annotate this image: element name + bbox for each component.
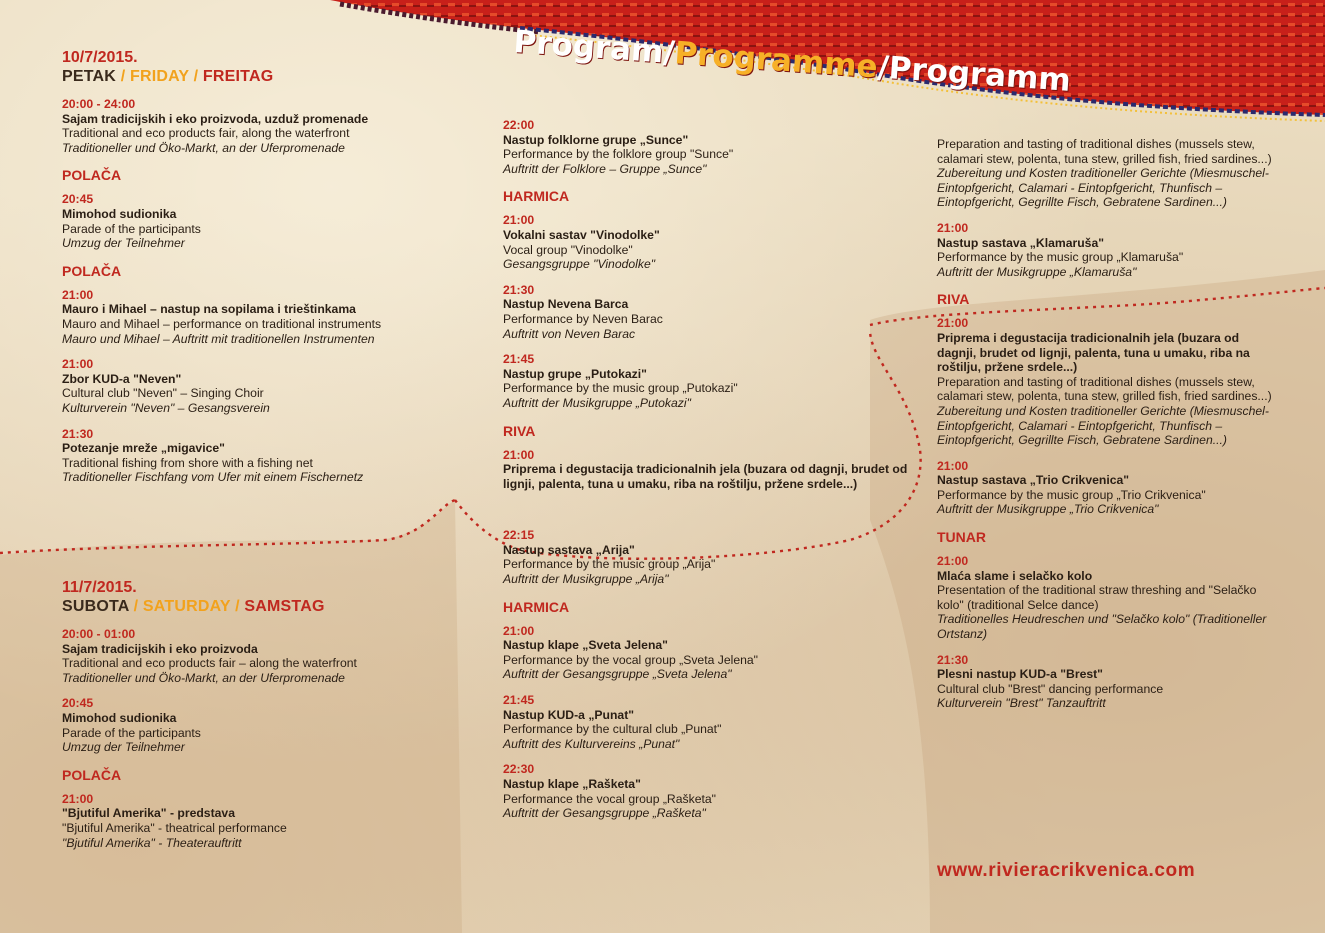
event-title-en: Performance by the folklore group "Sunce" bbox=[503, 147, 734, 162]
event-title-de: Auftritt der Musikgruppe „Trio Crikvenica" bbox=[937, 502, 1159, 517]
banner-title-de: /Programm bbox=[876, 49, 1072, 99]
event-title-hr: Zbor KUD-a "Neven" bbox=[62, 371, 182, 386]
event-time: 20:00 - 01:00 bbox=[62, 627, 136, 641]
event-item bbox=[937, 137, 1272, 210]
event-item bbox=[503, 528, 923, 586]
event-item bbox=[62, 696, 462, 754]
event-title-hr: Plesni nastup KUD-a "Brest" bbox=[937, 667, 1103, 682]
event-title-en: Performance by Neven Barac bbox=[503, 311, 663, 326]
event-item bbox=[937, 459, 1272, 517]
event-title-en: Performance by the music group „Putokazi" bbox=[503, 381, 738, 396]
event-title-hr: Sajam tradicijskih i eko proizvoda bbox=[62, 641, 258, 656]
day1-events bbox=[62, 97, 462, 485]
event-title-hr: Nastup grupe „Putokazi" bbox=[503, 366, 647, 381]
location-heading: RIVA bbox=[503, 422, 536, 439]
event-time: 21:45 bbox=[503, 352, 535, 367]
event-item bbox=[503, 352, 923, 410]
event-title-en: Performance by the music group „Arija" bbox=[503, 557, 716, 572]
event-title-de: Gesangsgruppe "Vinodolke" bbox=[503, 257, 656, 272]
event-title-hr: Nastup folklorne grupe „Sunce" bbox=[503, 132, 689, 147]
event-time: 20:45 bbox=[62, 192, 94, 207]
event-item bbox=[503, 213, 923, 271]
event-title-de: Zubereitung und Kosten traditioneller Gerichte (Miesmuschel-Eintopfgericht, Calamari - Eintopfgericht, Thunfisch – Eintopfgericht, Gegrillte Fisch, Gebratene Sardinen...) bbox=[937, 403, 1269, 448]
event-title-de: Kulturverein "Neven" – Gesangsverein bbox=[62, 400, 270, 415]
event-title-de: Mauro und Mihael – Auftritt mit traditionellen Instrumenten bbox=[62, 331, 375, 346]
event-title-en: Parade of the participants bbox=[62, 221, 201, 236]
event-time: 21:00 bbox=[503, 213, 535, 228]
event-time: 22:00 bbox=[503, 118, 535, 132]
event-time: 21:30 bbox=[62, 426, 94, 441]
event-title-hr: Mimohod sudionika bbox=[62, 206, 177, 221]
event-title-de: Traditioneller und Öko-Markt, an der Uferpromenade bbox=[62, 670, 345, 685]
event-title-de: Traditionelles Heudreschen und "Selačko kolo" (Traditioneller Ortstanz) bbox=[937, 612, 1267, 642]
column-middle bbox=[503, 118, 923, 832]
event-title-hr: Nastup klape „Rašketa" bbox=[503, 777, 641, 791]
event-title-hr: Sajam tradicijskih i eko proizvoda, uzduž promenade bbox=[62, 111, 369, 126]
event-time: 21:45 bbox=[503, 693, 535, 708]
column-right bbox=[937, 137, 1272, 722]
event-item bbox=[62, 357, 462, 415]
event-title-hr: "Bjutiful Amerika" - predstava bbox=[62, 806, 235, 821]
location-heading: POLAČA bbox=[62, 262, 122, 279]
event-title-de: Auftritt der Musikgruppe „Putokazi" bbox=[503, 395, 691, 410]
event-title-en: Cultural club "Neven" – Singing Choir bbox=[62, 386, 264, 401]
event-item bbox=[503, 693, 923, 751]
event-title-en: Parade of the participants bbox=[62, 725, 201, 740]
event-time: 21:00 bbox=[937, 316, 969, 331]
banner-title-hr: Program/ bbox=[512, 24, 676, 72]
event-title-en: Performance by the music group „Trio Crikvenica" bbox=[937, 487, 1206, 502]
day2-name-de: SAMSTAG bbox=[244, 598, 325, 615]
banner-title-en: Programme bbox=[673, 35, 879, 86]
event-title-hr: Potezanje mreže „migavice" bbox=[62, 441, 225, 456]
event-item bbox=[62, 97, 462, 155]
event-item bbox=[937, 316, 1272, 447]
event-time: 22:15 bbox=[503, 528, 535, 543]
event-title-de: Auftritt des Kulturvereins „Punat" bbox=[503, 736, 680, 751]
spacer bbox=[503, 502, 923, 528]
event-item bbox=[62, 792, 462, 850]
event-title-de: Zubereitung und Kosten traditioneller Gerichte (Miesmuschel-Eintopfgericht, Calamari - Eintopfgericht, Thunfisch – Eintopfgericht, Gegrillte Fisch, Gebratene Sardinen...) bbox=[937, 166, 1269, 210]
event-item bbox=[62, 627, 462, 685]
event-item bbox=[937, 221, 1272, 279]
middle-events bbox=[503, 118, 923, 821]
event-item bbox=[503, 448, 923, 492]
event-time: 21:00 bbox=[62, 357, 94, 372]
location-heading: RIVA bbox=[937, 291, 970, 308]
event-item bbox=[503, 762, 923, 820]
event-title-de: Umzug der Teilnehmer bbox=[62, 236, 185, 251]
event-title-de: Auftritt der Musikgruppe „Arija" bbox=[503, 572, 669, 587]
event-time: 21:00 bbox=[937, 458, 969, 473]
event-title-hr: Priprema i degustacija tradicionalnih jela (buzara od dagnji, brudet od lignji, palenta, tuna u umaku, riba na roštilju, pržene srdele...) bbox=[503, 462, 908, 491]
event-title-en: Traditional and eco products fair, along the waterfront bbox=[62, 126, 350, 141]
event-time: 21:00 bbox=[503, 623, 535, 638]
event-title-de: Traditioneller und Öko-Markt, an der Uferpromenade bbox=[62, 140, 345, 155]
event-item bbox=[937, 653, 1272, 711]
event-title-en: Performance by the vocal group „Sveta Jelena" bbox=[503, 652, 758, 667]
event-item bbox=[503, 283, 923, 341]
event-title-de: Auftritt der Gesangsgruppe „Rašketa" bbox=[503, 806, 706, 821]
event-time: 21:00 bbox=[937, 220, 969, 235]
event-title-en: Presentation of the traditional straw threshing and "Selačko kolo" (traditional Selce dance) bbox=[937, 583, 1257, 612]
event-item bbox=[503, 118, 923, 176]
event-title-hr: Nastup sastava „Trio Crikvenica" bbox=[937, 473, 1130, 488]
event-title-hr: Nastup sastava „Arija" bbox=[503, 542, 635, 557]
day1-date: 10/7/2015. bbox=[62, 49, 138, 66]
event-title-en: Cultural club "Brest" dancing performance bbox=[937, 681, 1164, 696]
event-time: 21:30 bbox=[503, 282, 535, 297]
event-title-en: Traditional fishing from shore with a fishing net bbox=[62, 455, 313, 470]
event-item bbox=[62, 427, 462, 485]
event-title-en: Performance the vocal group „Rašketa" bbox=[503, 791, 716, 806]
event-time: 21:00 bbox=[62, 287, 94, 302]
location-heading: POLAČA bbox=[62, 167, 122, 184]
event-title-de: Auftritt von Neven Barac bbox=[503, 326, 636, 341]
event-title-en: Vocal group "Vinodolke" bbox=[503, 242, 633, 257]
event-time: 21:30 bbox=[937, 652, 969, 667]
event-title-de: "Bjutiful Amerika" - Theaterauftritt bbox=[62, 835, 242, 850]
event-title-hr: Vokalni sastav "Vinodolke" bbox=[503, 227, 660, 242]
event-item bbox=[937, 554, 1272, 642]
event-title-en: Preparation and tasting of traditional dishes (mussels stew, calamari stew, polenta, tuna stew, grilled fish, fried sardines...) bbox=[937, 374, 1272, 404]
day1-name-hr: PETAK bbox=[62, 68, 117, 85]
event-title-hr: Nastup Nevena Barca bbox=[503, 297, 629, 312]
event-title-de: Umzug der Teilnehmer bbox=[62, 740, 185, 755]
event-title-hr: Nastup sastava „Klamaruša" bbox=[937, 235, 1105, 250]
event-title-de: Traditioneller Fischfang vom Ufer mit einem Fischernetz bbox=[62, 470, 364, 485]
day2-name-en: SATURDAY bbox=[142, 598, 231, 615]
event-time: 21:00 bbox=[937, 554, 969, 569]
location-heading: TUNAR bbox=[937, 529, 986, 546]
right-events bbox=[937, 137, 1272, 711]
day1-heading: PETAK / FRIDAY / FREITAG bbox=[62, 68, 274, 85]
event-time: 20:45 bbox=[62, 696, 94, 711]
event-title-de: Auftritt der Gesangsgruppe „Sveta Jelena" bbox=[503, 667, 732, 682]
event-time: 20:00 - 24:00 bbox=[62, 97, 136, 111]
event-title-hr: Priprema i degustacija tradicionalnih jela (buzara od dagnji, brudet od lignji, palenta, tuna u umaku, riba na roštilju, pržene srdele...) bbox=[937, 330, 1250, 375]
event-title-en: Performance by the cultural club „Punat" bbox=[503, 722, 722, 737]
event-title-hr: Mimohod sudionika bbox=[62, 710, 177, 725]
column-day2 bbox=[62, 578, 462, 861]
event-title-de: Auftritt der Folklore – Gruppe „Sunce" bbox=[503, 161, 707, 176]
event-item bbox=[62, 288, 462, 346]
location-heading: HARMICA bbox=[503, 598, 570, 615]
location-heading: HARMICA bbox=[503, 188, 570, 205]
event-title-en: Preparation and tasting of traditional dishes (mussels stew, calamari stew, polenta, tuna stew, grilled fish, fried sardines...) bbox=[937, 137, 1272, 166]
event-time: 22:30 bbox=[503, 762, 535, 777]
event-title-de: Kulturverein "Brest" Tanzauftritt bbox=[937, 696, 1106, 711]
day2-date: 11/7/2015. bbox=[62, 579, 137, 596]
day1-name-de: FREITAG bbox=[202, 68, 274, 85]
website-link[interactable]: www.rivieracrikvenica.com bbox=[937, 860, 1196, 881]
event-item bbox=[503, 624, 923, 682]
location-heading: POLAČA bbox=[62, 766, 122, 783]
event-title-en: Performance by the music group „Klamaruša" bbox=[937, 250, 1184, 265]
event-time: 21:00 bbox=[62, 791, 94, 806]
event-title-hr: Nastup KUD-a „Punat" bbox=[503, 707, 635, 722]
event-title-en: "Bjutiful Amerika" - theatrical performance bbox=[62, 820, 287, 835]
event-title-hr: Mlaća slame i selačko kolo bbox=[937, 568, 1093, 583]
event-title-hr: Nastup klape „Sveta Jelena" bbox=[503, 638, 668, 653]
day2-name-hr: SUBOTA bbox=[62, 598, 129, 615]
event-title-en: Mauro and Mihael – performance on traditional instruments bbox=[62, 316, 382, 331]
day2-heading: SUBOTA / SATURDAY / SAMSTAG bbox=[62, 598, 325, 615]
day2-events-a bbox=[62, 627, 462, 850]
column-day1 bbox=[62, 48, 462, 496]
event-title-hr: Mauro i Mihael – nastup na sopilama i trieštinkama bbox=[62, 302, 356, 317]
event-time: 21:00 bbox=[503, 447, 535, 462]
event-title-en: Traditional and eco products fair – along the waterfront bbox=[62, 656, 357, 671]
day1-name-en: FRIDAY bbox=[129, 68, 189, 85]
event-title-de: Auftritt der Musikgruppe „Klamaruša" bbox=[937, 264, 1137, 279]
event-item bbox=[62, 192, 462, 250]
